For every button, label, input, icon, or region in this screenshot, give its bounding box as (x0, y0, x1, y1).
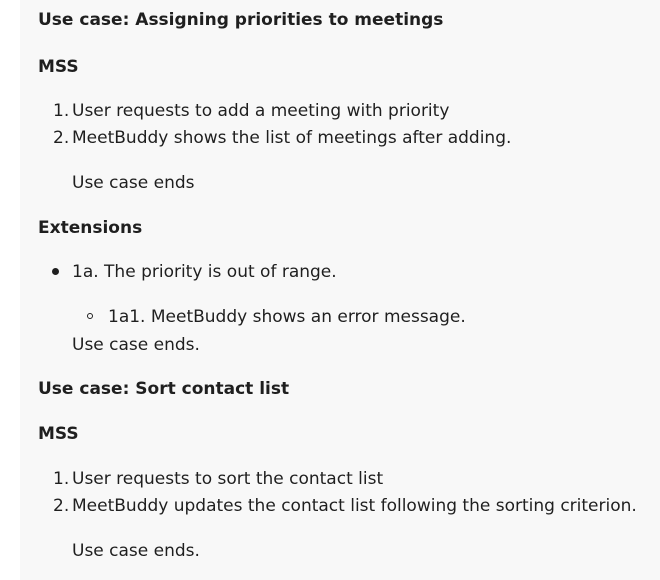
use-case-title-sort: Use case: Sort contact list (38, 379, 290, 399)
step-text: User requests to sort the contact list (72, 469, 384, 489)
mss-heading: MSS (38, 57, 79, 77)
extensions-heading: Extensions (38, 218, 143, 238)
use-case-ends: Use case ends. (72, 541, 200, 561)
step-number: 2. (53, 128, 70, 148)
bullet-disc-icon (52, 268, 59, 275)
document-page (20, 0, 660, 580)
bullet-circle-icon (87, 313, 93, 319)
step-text: MeetBuddy updates the contact list following the sorting criterion. (72, 496, 637, 516)
step-text: MeetBuddy shows the list of meetings after adding. (72, 128, 512, 148)
mss-heading: MSS (38, 424, 79, 444)
step-number: 1. (53, 469, 70, 489)
extension-text: 1a. The priority is out of range. (72, 262, 337, 282)
step-number: 2. (53, 496, 70, 516)
use-case-title-priorities: Use case: Assigning priorities to meetings (38, 10, 444, 30)
extension-sub-text: 1a1. MeetBuddy shows an error message. (108, 307, 466, 327)
use-case-ends: Use case ends (72, 173, 195, 193)
step-number: 1. (53, 101, 70, 121)
step-text: User requests to add a meeting with priority (72, 101, 450, 121)
use-case-ends: Use case ends. (72, 335, 200, 355)
